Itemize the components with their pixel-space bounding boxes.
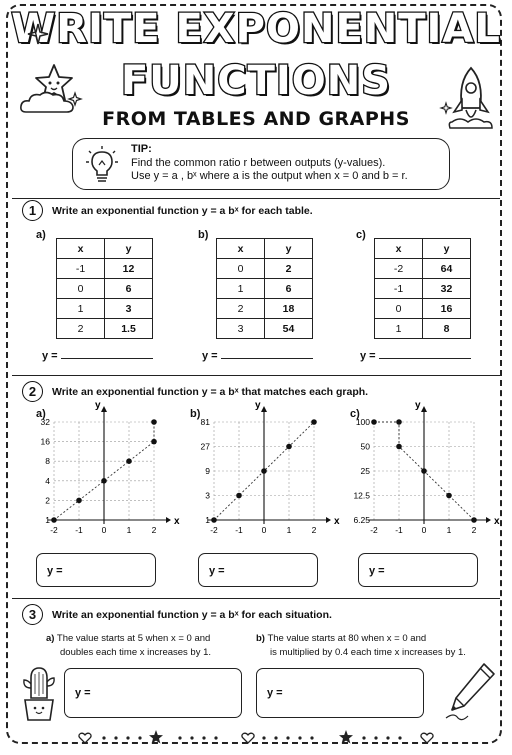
- table-cell: 1.5: [105, 319, 153, 339]
- tip-line1: Find the common ratio r between outputs (y-values).: [131, 156, 386, 169]
- x-axis-arrow: [326, 517, 331, 523]
- table-cell: 1: [217, 279, 265, 299]
- data-point: [471, 517, 477, 523]
- star-icon: [26, 22, 50, 46]
- situation-b: [256, 632, 466, 660]
- situation-a-line2: doubles each time x increases by 1.: [60, 647, 212, 658]
- x-tick-label: 2: [471, 525, 477, 535]
- y-axis-arrow: [101, 406, 107, 412]
- x-tick-label: 1: [286, 525, 292, 535]
- y-tick-label: 32: [40, 417, 50, 427]
- section-divider: [12, 598, 500, 599]
- y-tick-label: 12.5: [353, 490, 370, 501]
- y-axis-label: y: [415, 400, 421, 411]
- table-cell: -2: [375, 259, 423, 279]
- page-title-line1: WRITE EXPONENTIAL: [11, 6, 501, 52]
- answer-prefix: y =: [42, 350, 58, 362]
- graph-c-answer-box[interactable]: [358, 553, 478, 587]
- x-axis-label: x: [334, 516, 340, 527]
- table-header-cell: x: [375, 239, 423, 259]
- x-tick-label: 0: [101, 525, 107, 535]
- x-tick-label: -2: [210, 525, 218, 535]
- y-axis-arrow: [421, 406, 427, 412]
- table-a: [56, 238, 153, 339]
- data-point: [76, 498, 82, 504]
- y-tick-label: 1: [205, 515, 210, 525]
- table-row: [217, 259, 313, 279]
- answer-prefix: y =: [209, 565, 225, 577]
- heart-icon: [78, 732, 92, 744]
- situation-a-answer-box[interactable]: [64, 668, 242, 718]
- y-tick-label: 16: [40, 436, 50, 447]
- table-cell: 16: [423, 299, 471, 319]
- table-row: [375, 319, 471, 339]
- table-c: [374, 238, 471, 339]
- table-b-label: b): [198, 229, 209, 241]
- section1-title: Write an exponential function y = a bˣ for each table.: [52, 205, 313, 217]
- graph-a-label: a): [36, 408, 46, 420]
- situation-a-label: a): [46, 633, 55, 644]
- pencil-icon: [444, 660, 498, 722]
- answer-line-b[interactable]: [202, 348, 313, 362]
- table-row: [57, 259, 153, 279]
- data-point: [261, 468, 267, 474]
- x-tick-label: 1: [446, 525, 452, 535]
- table-row: [57, 299, 153, 319]
- dots-divider: [100, 734, 420, 742]
- table-cell: 54: [265, 319, 313, 339]
- table-cell: 3: [105, 299, 153, 319]
- heart-icon: [420, 732, 434, 744]
- table-row: [375, 299, 471, 319]
- data-point: [151, 439, 157, 445]
- x-tick-label: 2: [311, 525, 317, 535]
- data-point: [311, 419, 317, 425]
- table-cell: 2: [57, 319, 105, 339]
- section1-number: 1: [22, 200, 43, 221]
- answer-prefix: y =: [369, 565, 385, 577]
- answer-line-c[interactable]: [360, 348, 471, 362]
- situation-a-line1: The value starts at 5 when x = 0 and: [56, 633, 211, 644]
- x-axis-arrow: [486, 517, 491, 523]
- situation-b-line1: The value starts at 80 when x = 0 and: [267, 633, 427, 644]
- answer-prefix: y =: [267, 687, 283, 699]
- table-row: [375, 259, 471, 279]
- data-point: [286, 444, 292, 450]
- y-tick-label: 100: [355, 417, 370, 427]
- table-cell: 6: [105, 279, 153, 299]
- x-tick-label: -2: [50, 525, 58, 535]
- section3-number: 3: [22, 604, 43, 625]
- x-tick-label: -2: [370, 525, 378, 535]
- y-tick-label: 2: [45, 495, 50, 506]
- table-header-cell: y: [423, 239, 471, 259]
- y-tick-label: 27: [200, 441, 210, 452]
- section2-number: 2: [22, 381, 43, 402]
- graph-a-answer-box[interactable]: [36, 553, 156, 587]
- data-point: [151, 419, 157, 425]
- answer-prefix: y =: [75, 687, 91, 699]
- data-point: [421, 468, 427, 474]
- table-header-cell: y: [265, 239, 313, 259]
- star-icon: [440, 102, 452, 114]
- data-point: [371, 419, 377, 425]
- rocket-icon: [446, 64, 496, 134]
- table-cell: -1: [57, 259, 105, 279]
- table-row: [57, 279, 153, 299]
- y-tick-label: 81: [200, 417, 210, 427]
- situation-b-label: b): [256, 633, 265, 644]
- table-cell: 0: [57, 279, 105, 299]
- table-cell: 64: [423, 259, 471, 279]
- section2-title: Write an exponential function y = a bˣ that matches each graph.: [52, 386, 369, 398]
- tip-heading: TIP:: [131, 143, 152, 155]
- x-tick-label: 0: [421, 525, 427, 535]
- answer-prefix: y =: [360, 350, 376, 362]
- situation-a: [46, 632, 211, 660]
- table-cell: 2: [265, 259, 313, 279]
- y-tick-label: 9: [205, 466, 210, 476]
- graph-b-label: b): [190, 408, 201, 420]
- x-axis-label: x: [494, 516, 500, 527]
- lightbulb-icon: [85, 145, 119, 185]
- answer-prefix: y =: [202, 350, 218, 362]
- table-cell: 1: [57, 299, 105, 319]
- data-point: [51, 517, 57, 523]
- graph-c: [346, 398, 500, 546]
- x-tick-label: -1: [395, 525, 403, 535]
- y-axis-label: y: [255, 400, 261, 411]
- y-tick-label: 4: [45, 475, 50, 486]
- table-row: [57, 319, 153, 339]
- graph-b: [186, 398, 340, 546]
- table-cell: 1: [375, 319, 423, 339]
- section-divider: [12, 375, 500, 376]
- table-cell: 18: [265, 299, 313, 319]
- star-icon: [68, 92, 82, 106]
- table-header-cell: x: [217, 239, 265, 259]
- table-cell: -1: [375, 279, 423, 299]
- page-subtitle: FROM TABLES AND GRAPHS: [102, 108, 410, 130]
- x-tick-label: 0: [261, 525, 267, 535]
- y-tick-label: 25: [360, 466, 370, 476]
- data-point: [446, 493, 452, 499]
- x-axis-arrow: [166, 517, 171, 523]
- data-point: [126, 458, 132, 464]
- data-point: [236, 493, 242, 499]
- table-cell: 3: [217, 319, 265, 339]
- table-cell: 6: [265, 279, 313, 299]
- table-row: [217, 319, 313, 339]
- page-title-line2: FUNCTIONS: [120, 58, 392, 104]
- situation-b-answer-box[interactable]: [256, 668, 424, 718]
- x-axis-label: x: [174, 516, 180, 527]
- answer-prefix: y =: [47, 565, 63, 577]
- situation-b-line2: is multiplied by 0.4 each time x increases by 1.: [270, 647, 466, 658]
- table-row: [375, 279, 471, 299]
- table-cell: 12: [105, 259, 153, 279]
- data-point: [396, 444, 402, 450]
- y-tick-label: 50: [360, 441, 370, 452]
- answer-line-a[interactable]: [42, 348, 153, 362]
- x-tick-label: -1: [75, 525, 83, 535]
- table-header-cell: x: [57, 239, 105, 259]
- graph-c-label: c): [350, 408, 360, 420]
- data-point: [211, 517, 217, 523]
- table-cell: 32: [423, 279, 471, 299]
- x-tick-label: 1: [126, 525, 132, 535]
- table-c-label: c): [356, 229, 366, 241]
- table-cell: 0: [375, 299, 423, 319]
- table-row: [217, 299, 313, 319]
- y-axis-arrow: [261, 406, 267, 412]
- y-axis-label: y: [95, 400, 101, 411]
- tip-line2: Use y = a , bˣ where a is the output when x = 0 and b = r.: [131, 170, 408, 182]
- data-point: [396, 419, 402, 425]
- table-cell: 8: [423, 319, 471, 339]
- section-divider: [12, 198, 500, 199]
- table-cell: 2: [217, 299, 265, 319]
- table-b: [216, 238, 313, 339]
- table-a-label: a): [36, 229, 46, 241]
- table-cell: 0: [217, 259, 265, 279]
- y-tick-label: 1: [45, 515, 50, 525]
- tip-box: [72, 138, 450, 190]
- x-tick-label: -1: [235, 525, 243, 535]
- section3-title: Write an exponential function y = a bˣ for each situation.: [52, 609, 332, 621]
- graph-a: [26, 398, 180, 546]
- table-header-cell: y: [105, 239, 153, 259]
- y-tick-label: 6.25: [353, 515, 370, 525]
- table-row: [217, 279, 313, 299]
- graph-b-answer-box[interactable]: [198, 553, 318, 587]
- y-tick-label: 8: [45, 456, 50, 467]
- data-point: [101, 478, 107, 484]
- x-tick-label: 2: [151, 525, 157, 535]
- cactus-icon: [18, 664, 60, 724]
- y-tick-label: 3: [205, 490, 210, 501]
